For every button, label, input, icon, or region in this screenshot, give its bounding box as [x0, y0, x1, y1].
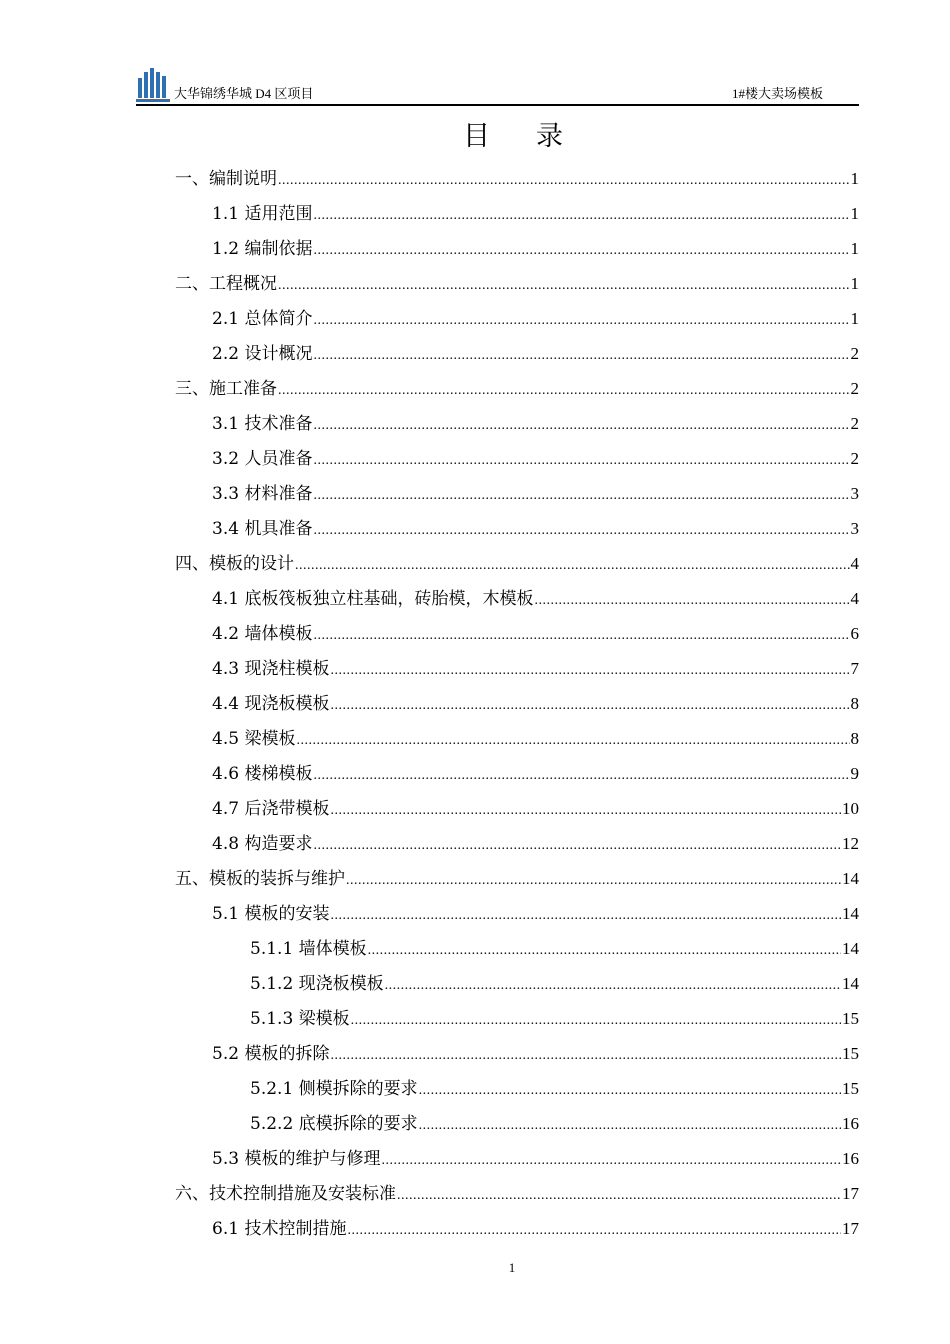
toc-entry[interactable]	[250, 1074, 859, 1098]
toc-entry[interactable]	[212, 1144, 859, 1168]
header-project-name: 大华锦绣华城 D4 区项目	[174, 86, 314, 101]
toc-entry-label: 4.6 楼梯模板	[212, 764, 313, 784]
toc-entry-page: 1	[850, 274, 859, 293]
toc-leader-dots	[278, 173, 850, 189]
toc-entry-label: 4.5 梁模板	[212, 729, 296, 749]
toc-leader-dots	[295, 558, 850, 574]
toc-entry[interactable]	[212, 654, 859, 678]
toc-entry-label: 5.2.1 侧模拆除的要求	[250, 1079, 418, 1099]
toc-entry-label: 2.1 总体简介	[212, 309, 313, 329]
toc-entry[interactable]	[175, 374, 859, 398]
page-header	[136, 64, 859, 106]
toc-entry-label: 二、工程概况	[175, 274, 277, 294]
toc-entry-label: 5.1.1 墙体模板	[250, 939, 367, 959]
toc-entry[interactable]	[212, 199, 859, 223]
toc-entry-page: 1	[850, 169, 859, 188]
toc-leader-dots	[419, 1118, 841, 1134]
toc-entry-page: 3	[850, 484, 859, 503]
toc-leader-dots	[313, 243, 849, 259]
toc-entry-label: 三、施工准备	[175, 379, 277, 399]
toc-entry-page: 16	[842, 1114, 859, 1133]
toc-entry-page: 9	[850, 764, 859, 783]
toc-leader-dots	[330, 1048, 841, 1064]
toc-entry-label: 4.2 墙体模板	[212, 624, 313, 644]
toc-leader-dots	[313, 768, 849, 784]
toc-entry[interactable]	[212, 724, 859, 748]
toc-entry-page: 14	[842, 974, 859, 993]
toc-entry[interactable]	[212, 514, 859, 538]
toc-entry-label: 4.1 底板筏板独立柱基础，砖胎模，木模板	[212, 589, 534, 609]
toc-entry-page: 15	[842, 1079, 859, 1098]
toc-leader-dots	[330, 803, 841, 819]
toc-entry-label: 4.8 构造要求	[212, 834, 313, 854]
toc-leader-dots	[368, 943, 841, 959]
page-number: 1	[508, 1260, 516, 1275]
toc-entry-label: 五、模板的装拆与维护	[175, 869, 345, 889]
page-title: 目录	[463, 121, 609, 152]
toc-entry[interactable]	[212, 339, 859, 363]
toc-entry-label: 3.4 机具准备	[212, 519, 313, 539]
toc-entry-page: 2	[850, 379, 859, 398]
toc-entry-label: 4.7 后浇带模板	[212, 799, 330, 819]
toc-entry[interactable]	[212, 444, 859, 468]
toc-leader-dots	[313, 208, 849, 224]
toc-leader-dots	[296, 733, 849, 749]
toc-leader-dots	[351, 1013, 841, 1029]
toc-entry-label: 5.1.2 现浇板模板	[250, 974, 384, 994]
toc-leader-dots	[330, 663, 849, 679]
toc-entry-page: 4	[850, 589, 859, 608]
toc-entry[interactable]	[212, 794, 859, 818]
toc-entry-label: 一、编制说明	[175, 169, 277, 189]
toc-leader-dots	[278, 383, 850, 399]
toc-leader-dots	[313, 838, 841, 854]
company-logo-icon	[136, 68, 172, 104]
toc-entry-page: 6	[850, 624, 859, 643]
toc-leader-dots	[313, 418, 849, 434]
toc-entry-page: 4	[850, 554, 859, 573]
toc-entry[interactable]	[212, 1039, 859, 1063]
toc-leader-dots	[313, 453, 849, 469]
toc-entry-label: 4.3 现浇柱模板	[212, 659, 330, 679]
toc-entry-page: 10	[842, 799, 859, 818]
toc-leader-dots	[419, 1083, 841, 1099]
toc-entry-page: 17	[842, 1184, 859, 1203]
toc-entry[interactable]	[250, 969, 859, 993]
toc-entry[interactable]	[212, 479, 859, 503]
toc-leader-dots	[330, 698, 849, 714]
toc-entry-page: 17	[842, 1219, 859, 1238]
toc-entry-page: 8	[850, 729, 859, 748]
toc-entry[interactable]	[212, 409, 859, 433]
toc-entry[interactable]	[212, 619, 859, 643]
toc-entry-page: 1	[850, 309, 859, 328]
toc-entry-page: 3	[850, 519, 859, 538]
toc-entry-page: 2	[850, 414, 859, 433]
toc-entry[interactable]	[250, 1109, 859, 1133]
toc-entry[interactable]	[250, 1004, 859, 1028]
toc-entry-label: 5.2 模板的拆除	[212, 1044, 330, 1064]
toc-entry[interactable]	[212, 234, 859, 258]
toc-entry-page: 12	[842, 834, 859, 853]
toc-entry[interactable]	[175, 269, 859, 293]
toc-leader-dots	[347, 1223, 841, 1239]
toc-leader-dots	[313, 523, 849, 539]
toc-entry-page: 8	[850, 694, 859, 713]
toc-entry-page: 2	[850, 449, 859, 468]
toc-leader-dots	[313, 313, 849, 329]
toc-leader-dots	[313, 488, 849, 504]
toc-entry[interactable]	[175, 1179, 859, 1203]
toc-entry[interactable]	[212, 689, 859, 713]
toc-entry-label: 6.1 技术控制措施	[212, 1219, 347, 1239]
toc-leader-dots	[330, 908, 841, 924]
toc-entry-label: 3.3 材料准备	[212, 484, 313, 504]
toc-entry-label: 5.1 模板的安装	[212, 904, 330, 924]
toc-entry[interactable]	[175, 164, 859, 188]
toc-entry-page: 14	[842, 939, 859, 958]
toc-leader-dots	[313, 628, 849, 644]
toc-entry-page: 15	[842, 1044, 859, 1063]
toc-entry[interactable]	[212, 304, 859, 328]
toc-entry-label: 5.2.2 底模拆除的要求	[250, 1114, 418, 1134]
toc-entry-label: 3.2 人员准备	[212, 449, 313, 469]
toc-entry[interactable]	[175, 864, 859, 888]
toc-entry-page: 14	[842, 904, 859, 923]
toc-leader-dots	[313, 348, 849, 364]
toc-entry-label: 5.1.3 梁模板	[250, 1009, 350, 1029]
toc-entry-label: 2.2 设计概况	[212, 344, 313, 364]
toc-entry-label: 5.3 模板的维护与修理	[212, 1149, 381, 1169]
toc-leader-dots	[278, 278, 850, 294]
toc-entry[interactable]	[212, 829, 859, 853]
toc-entry-page: 2	[850, 344, 859, 363]
toc-leader-dots	[385, 978, 841, 994]
toc-entry[interactable]	[212, 899, 859, 923]
toc-entry-label: 3.1 技术准备	[212, 414, 313, 434]
toc-entry-label: 四、模板的设计	[175, 554, 294, 574]
toc-entry-label: 六、技术控制措施及安装标准	[175, 1184, 396, 1204]
toc-entry[interactable]	[212, 1214, 859, 1238]
toc-entry[interactable]	[175, 549, 859, 573]
toc-entry[interactable]	[212, 584, 859, 608]
toc-entry-label: 1.1 适用范围	[212, 204, 313, 224]
toc-leader-dots	[534, 593, 849, 609]
toc-entry[interactable]	[212, 759, 859, 783]
toc-leader-dots	[346, 873, 841, 889]
toc-leader-dots	[397, 1188, 841, 1204]
toc-entry-page: 16	[842, 1149, 859, 1168]
toc-entry-page: 15	[842, 1009, 859, 1028]
toc-entry-page: 14	[842, 869, 859, 888]
toc-entry[interactable]	[250, 934, 859, 958]
toc-entry-page: 1	[850, 204, 859, 223]
toc-leader-dots	[381, 1153, 841, 1169]
toc-entry-page: 1	[850, 239, 859, 258]
toc-entry-label: 4.4 现浇板模板	[212, 694, 330, 714]
toc-entry-label: 1.2 编制依据	[212, 239, 313, 259]
toc-entry-page: 7	[850, 659, 859, 678]
header-document-name: 1#楼大卖场模板	[731, 86, 823, 101]
